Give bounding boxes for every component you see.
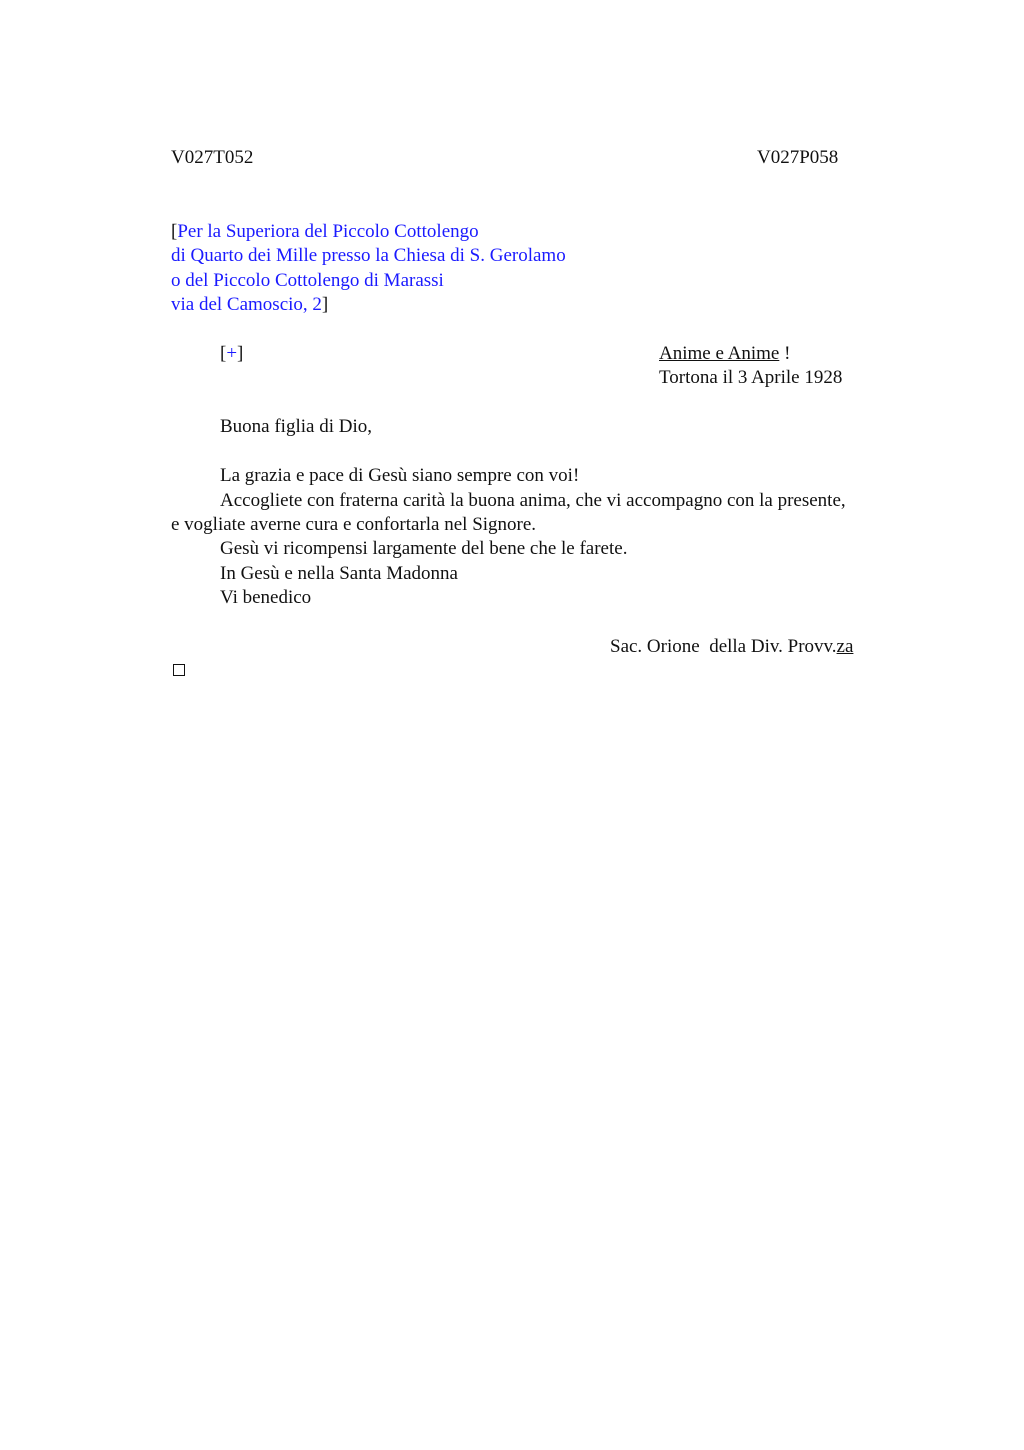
end-marker-box-icon [173, 664, 185, 676]
body-line-2: Accogliete con fraterna carità la buona anima, che vi accompagno con la presente, [220, 490, 846, 511]
motto-text: Anime e Anime [659, 343, 780, 364]
motto [659, 342, 790, 366]
address-text-1: Per la Superiora del Piccolo Cottolengo [177, 221, 479, 242]
body-line-6: Vi benedico [220, 587, 312, 608]
address-close-bracket: ] [321, 294, 329, 315]
body-line-4: Gesù vi ricompensi largamente del bene che le farete. [220, 538, 628, 559]
salutation: Buona figlia di Dio, [220, 416, 372, 437]
signature-main: Sac. Orione della Div. Provv. [610, 636, 837, 657]
address-text-4: via del Camoscio, 2 [171, 294, 322, 315]
address-open-bracket: [ [171, 221, 178, 242]
signature [610, 635, 853, 659]
body-line-3: e vogliate averne cura e confortarla nel Signore. [171, 514, 537, 535]
cross-icon: + [226, 343, 238, 364]
archive-code-left: V027T052 [171, 147, 254, 168]
address-line-2: di Quarto dei Mille presso la Chiesa di S. Gerolamo [171, 245, 566, 266]
address-line-1 [171, 220, 479, 244]
address-line-4 [171, 293, 328, 317]
motto-suffix: ! [779, 343, 791, 364]
signature-suffix: za [836, 636, 854, 657]
archive-code-right: V027P058 [757, 147, 839, 168]
body-line-5: In Gesù e nella Santa Madonna [220, 563, 458, 584]
cross-mark [220, 342, 243, 366]
body-line-1: La grazia e pace di Gesù siano sempre con voi! [220, 465, 580, 486]
cross-open-bracket: [ [220, 343, 227, 364]
cross-close-bracket: ] [237, 343, 244, 364]
date-line: Tortona il 3 Aprile 1928 [659, 367, 843, 388]
address-line-3: o del Piccolo Cottolengo di Marassi [171, 270, 444, 291]
